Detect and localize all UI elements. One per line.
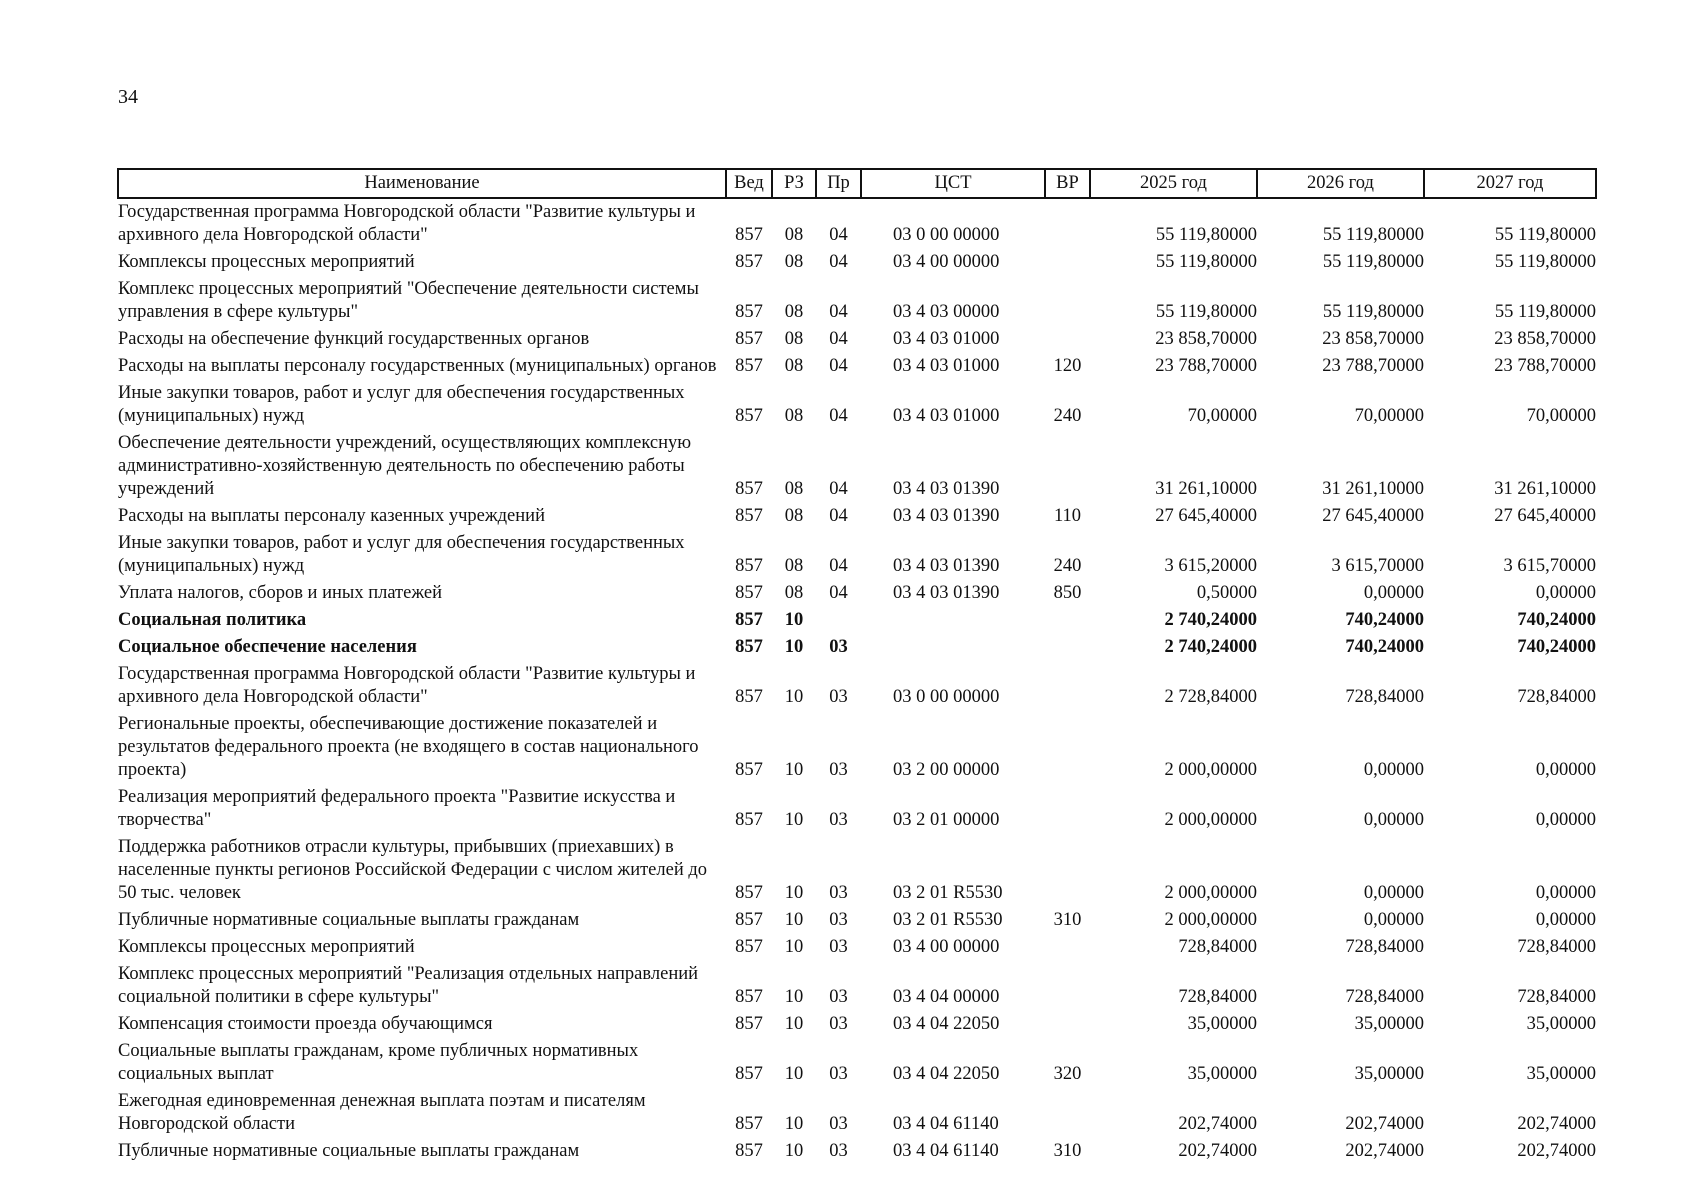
row-2027: 35,00000 [1526,1014,1596,1034]
row-vr [1045,198,1090,249]
row-rz: 08 [784,479,804,499]
row-cst: 03 4 00 00000 [893,252,1000,272]
row-2025: 2 000,00000 [1164,810,1257,830]
table-row [118,784,1596,834]
row-2027: 31 261,10000 [1494,479,1596,499]
row-2027: 740,24000 [1517,610,1596,630]
row-name: Публичные нормативные социальные выплаты гражданам [118,1141,580,1161]
header-vr: ВР [1045,169,1090,198]
row-cst: 03 4 04 00000 [893,987,1000,1007]
row-ved: 857 [735,1141,763,1161]
row-cst: 03 4 03 01000 [893,406,1000,426]
table-row [118,198,1596,249]
row-2027: 35,00000 [1526,1064,1596,1084]
row-cst: 03 4 03 01390 [893,506,1000,526]
table-row [118,934,1596,961]
row-2026: 55 119,80000 [1322,252,1424,272]
row-pr: 04 [829,506,848,526]
row-2027: 0,00000 [1535,810,1596,830]
row-name: Публичные нормативные социальные выплаты гражданам [118,910,580,930]
row-pr: 03 [829,1064,848,1084]
row-2026: 55 119,80000 [1322,302,1424,322]
row-vr [1045,784,1090,834]
budget-table [117,168,1597,1165]
row-name: Уплата налогов, сборов и иных платежей [118,583,443,603]
row-2027: 55 119,80000 [1494,252,1596,272]
row-rz: 08 [784,506,804,526]
row-ved: 857 [735,1114,763,1134]
row-2025: 23 788,70000 [1155,356,1257,376]
row-2025: 27 645,40000 [1155,506,1257,526]
table-row [118,634,1596,661]
table-row [118,353,1596,380]
row-name: Иные закупки товаров, работ и услуг для обеспечения государственных (муниципальных) нужд [118,533,685,576]
row-rz: 10 [784,1064,804,1084]
page-number: 34 [118,86,138,108]
row-2026: 3 615,70000 [1331,556,1424,576]
table-row [118,380,1596,430]
row-2026: 0,00000 [1363,810,1424,830]
row-pr [816,607,861,634]
row-pr: 03 [829,1141,848,1161]
row-cst: 03 4 04 61140 [893,1141,999,1161]
row-ved: 857 [735,883,763,903]
row-cst: 03 4 04 22050 [893,1064,1000,1084]
row-rz: 10 [784,1114,804,1134]
row-2025: 728,84000 [1178,937,1257,957]
row-name: Комплекс процессных мероприятий "Обеспечение деятельности системы управления в сфере культуры" [118,279,699,322]
row-2027: 23 788,70000 [1494,356,1596,376]
row-rz: 08 [784,356,804,376]
row-pr: 03 [829,1114,848,1134]
row-2025: 0,50000 [1196,583,1257,603]
row-2026: 23 788,70000 [1322,356,1424,376]
row-2025: 31 261,10000 [1155,479,1257,499]
row-cst: 03 4 03 01000 [893,356,1000,376]
row-cst: 03 4 04 22050 [893,1014,1000,1034]
row-name: Комплексы процессных мероприятий [118,252,415,272]
row-rz: 10 [784,987,804,1007]
row-2027: 0,00000 [1535,583,1596,603]
row-vr: 120 [1053,356,1082,376]
row-2026: 31 261,10000 [1322,479,1424,499]
row-pr: 04 [829,252,848,272]
row-ved: 857 [735,225,763,245]
row-2027: 728,84000 [1517,937,1596,957]
row-2025: 2 728,84000 [1164,687,1257,707]
row-2026: 0,00000 [1363,910,1424,930]
row-pr: 04 [829,406,848,426]
table-row [118,249,1596,276]
row-cst: 03 4 04 61140 [893,1114,999,1134]
row-ved: 857 [735,1064,763,1084]
row-rz: 10 [784,610,804,630]
row-2026: 728,84000 [1345,937,1424,957]
row-2025: 35,00000 [1187,1014,1257,1034]
row-2025: 35,00000 [1187,1064,1257,1084]
row-2026: 740,24000 [1345,637,1424,657]
row-pr: 04 [829,556,848,576]
row-pr: 03 [829,883,848,903]
header-2027: 2027 год [1424,169,1596,198]
row-name: Расходы на выплаты персоналу казенных учреждений [118,506,545,526]
row-rz: 10 [784,810,804,830]
row-ved: 857 [735,406,763,426]
row-2025: 2 000,00000 [1164,883,1257,903]
row-cst: 03 4 00 00000 [893,937,1000,957]
row-vr: 240 [1053,556,1082,576]
row-2026: 728,84000 [1345,987,1424,1007]
row-2026: 70,00000 [1354,406,1424,426]
table-row [118,1088,1596,1138]
row-name: Социальные выплаты гражданам, кроме публичных нормативных социальных выплат [118,1041,639,1084]
row-rz: 10 [784,910,804,930]
row-pr: 03 [829,1014,848,1034]
row-2026: 55 119,80000 [1322,225,1424,245]
row-2026: 728,84000 [1345,687,1424,707]
row-rz: 08 [784,252,804,272]
row-2025: 2 740,24000 [1164,637,1257,657]
row-2027: 202,74000 [1517,1141,1596,1161]
row-vr: 320 [1053,1064,1082,1084]
row-2027: 0,00000 [1535,883,1596,903]
row-rz: 08 [784,556,804,576]
table-row [118,430,1596,503]
row-2025: 55 119,80000 [1155,252,1257,272]
row-pr: 04 [829,479,848,499]
row-2026: 35,00000 [1354,1014,1424,1034]
header-2026: 2026 год [1257,169,1424,198]
row-cst [861,607,1045,634]
row-2025: 2 000,00000 [1164,760,1257,780]
row-vr: 310 [1053,1141,1082,1161]
row-ved: 857 [735,252,763,272]
row-2026: 740,24000 [1345,610,1424,630]
row-pr: 03 [829,687,848,707]
row-name: Ежегодная единовременная денежная выплата поэтам и писателям Новгородской области [118,1091,646,1134]
row-name: Расходы на обеспечение функций государственных органов [118,329,590,349]
row-2027: 202,74000 [1517,1114,1596,1134]
row-cst: 03 0 00 00000 [893,687,1000,707]
row-rz: 08 [784,406,804,426]
row-pr: 04 [829,329,848,349]
row-2027: 740,24000 [1517,637,1596,657]
row-vr: 850 [1053,583,1082,603]
row-name: Иные закупки товаров, работ и услуг для обеспечения государственных (муниципальных) нужд [118,383,685,426]
row-vr [1045,1011,1090,1038]
row-2025: 202,74000 [1178,1114,1257,1134]
row-pr: 03 [829,760,848,780]
row-rz: 10 [784,637,804,657]
row-2026: 202,74000 [1345,1114,1424,1134]
row-2027: 728,84000 [1517,987,1596,1007]
row-cst: 03 4 03 01390 [893,479,1000,499]
table-row [118,661,1596,711]
row-vr [1045,276,1090,326]
row-rz: 08 [784,302,804,322]
row-name: Социальное обеспечение населения [118,637,417,657]
row-2026: 35,00000 [1354,1064,1424,1084]
row-pr: 03 [829,910,848,930]
row-rz: 10 [784,687,804,707]
row-2025: 3 615,20000 [1164,556,1257,576]
row-rz: 08 [784,225,804,245]
header-name: Наименование [118,169,726,198]
row-2025: 2 000,00000 [1164,910,1257,930]
row-2025: 728,84000 [1178,987,1257,1007]
row-vr: 110 [1053,506,1082,526]
header-2025: 2025 год [1090,169,1257,198]
row-cst: 03 2 01 00000 [893,810,1000,830]
row-cst: 03 2 00 00000 [893,760,1000,780]
table-row [118,907,1596,934]
row-vr [1045,711,1090,784]
row-ved: 857 [735,479,763,499]
row-ved: 857 [735,329,763,349]
row-rz: 08 [784,583,804,603]
row-vr [1045,834,1090,907]
row-cst: 03 0 00 00000 [893,225,1000,245]
row-rz: 08 [784,329,804,349]
row-vr [1045,249,1090,276]
row-pr: 03 [829,937,848,957]
header-cst: ЦСТ [861,169,1045,198]
row-pr: 04 [829,356,848,376]
row-2026: 202,74000 [1345,1141,1424,1161]
row-pr: 04 [829,302,848,322]
row-ved: 857 [735,987,763,1007]
row-ved: 857 [735,637,763,657]
row-pr: 04 [829,225,848,245]
row-vr [1045,326,1090,353]
row-2026: 0,00000 [1363,760,1424,780]
row-name: Социальная политика [118,610,307,630]
row-2026: 0,00000 [1363,883,1424,903]
row-vr [1045,961,1090,1011]
row-ved: 857 [735,356,763,376]
row-ved: 857 [735,687,763,707]
row-2027: 55 119,80000 [1494,225,1596,245]
row-name: Расходы на выплаты персоналу государственных (муниципальных) органов [118,356,717,376]
row-2027: 70,00000 [1526,406,1596,426]
table-row [118,326,1596,353]
table-body [118,198,1596,1165]
table-row [118,834,1596,907]
row-name: Государственная программа Новгородской области "Развитие культуры и архивного дела Новгородской области" [118,664,696,707]
row-name: Комплексы процессных мероприятий [118,937,415,957]
table-row [118,961,1596,1011]
row-2027: 55 119,80000 [1494,302,1596,322]
row-name: Поддержка работников отрасли культуры, прибывших (приехавших) в населенные пункты регионов Российской Федерации с числом жителей до 50 тыс. человек [118,837,708,903]
row-ved: 857 [735,937,763,957]
table-header [118,169,1596,198]
table-row [118,1138,1596,1165]
table-row [118,1038,1596,1088]
row-cst: 03 2 01 R5530 [893,910,1003,930]
table-row [118,607,1596,634]
row-rz: 10 [784,937,804,957]
header-pr: Пр [816,169,861,198]
row-ved: 857 [735,302,763,322]
row-vr [1045,634,1090,661]
row-2025: 55 119,80000 [1155,302,1257,322]
row-2025: 23 858,70000 [1155,329,1257,349]
row-name: Комплекс процессных мероприятий "Реализация отдельных направлений социальной политики в сфере культуры" [118,964,699,1007]
row-2025: 70,00000 [1187,406,1257,426]
row-vr: 310 [1053,910,1082,930]
row-ved: 857 [735,610,763,630]
row-ved: 857 [735,1014,763,1034]
row-2027: 23 858,70000 [1494,329,1596,349]
row-cst: 03 4 03 01390 [893,556,1000,576]
header-ved: Вед [726,169,772,198]
table-row [118,276,1596,326]
row-ved: 857 [735,760,763,780]
row-rz: 10 [784,883,804,903]
row-ved: 857 [735,810,763,830]
row-2027: 728,84000 [1517,687,1596,707]
row-vr [1045,607,1090,634]
row-2027: 0,00000 [1535,760,1596,780]
row-2025: 202,74000 [1178,1141,1257,1161]
row-name: Государственная программа Новгородской области "Развитие культуры и архивного дела Новгородской области" [118,202,696,245]
row-rz: 10 [784,760,804,780]
row-vr [1045,1088,1090,1138]
row-vr [1045,661,1090,711]
row-cst: 03 4 03 00000 [893,302,1000,322]
row-rz: 10 [784,1141,804,1161]
row-pr: 03 [829,810,848,830]
table-row [118,503,1596,530]
row-ved: 857 [735,583,763,603]
table-row [118,1011,1596,1038]
row-cst: 03 4 03 01000 [893,329,1000,349]
row-cst: 03 4 03 01390 [893,583,1000,603]
row-2027: 27 645,40000 [1494,506,1596,526]
table-row [118,530,1596,580]
row-vr [1045,934,1090,961]
row-2026: 0,00000 [1363,583,1424,603]
row-2025: 55 119,80000 [1155,225,1257,245]
row-pr: 04 [829,583,848,603]
row-2027: 0,00000 [1535,910,1596,930]
row-2026: 27 645,40000 [1322,506,1424,526]
row-ved: 857 [735,910,763,930]
row-pr: 03 [829,637,848,657]
row-name: Реализация мероприятий федерального проекта "Развитие искусства и творчества" [118,787,676,830]
row-rz: 10 [784,1014,804,1034]
row-vr [1045,430,1090,503]
table-row [118,580,1596,607]
row-pr: 03 [829,987,848,1007]
row-2026: 23 858,70000 [1322,329,1424,349]
row-name: Региональные проекты, обеспечивающие достижение показателей и результатов федерального проекта (не входящего в состав национального проекта) [118,714,699,780]
row-2025: 2 740,24000 [1164,610,1257,630]
header-rz: РЗ [772,169,816,198]
row-cst [861,634,1045,661]
row-cst: 03 2 01 R5530 [893,883,1003,903]
table-row [118,711,1596,784]
row-2027: 3 615,70000 [1503,556,1596,576]
row-ved: 857 [735,556,763,576]
row-name: Обеспечение деятельности учреждений, осуществляющих комплексную административно-хозяйственную деятельность по обеспечению работы учреждений [118,433,692,499]
row-ved: 857 [735,506,763,526]
row-name: Компенсация стоимости проезда обучающимся [118,1014,493,1034]
row-vr: 240 [1053,406,1082,426]
